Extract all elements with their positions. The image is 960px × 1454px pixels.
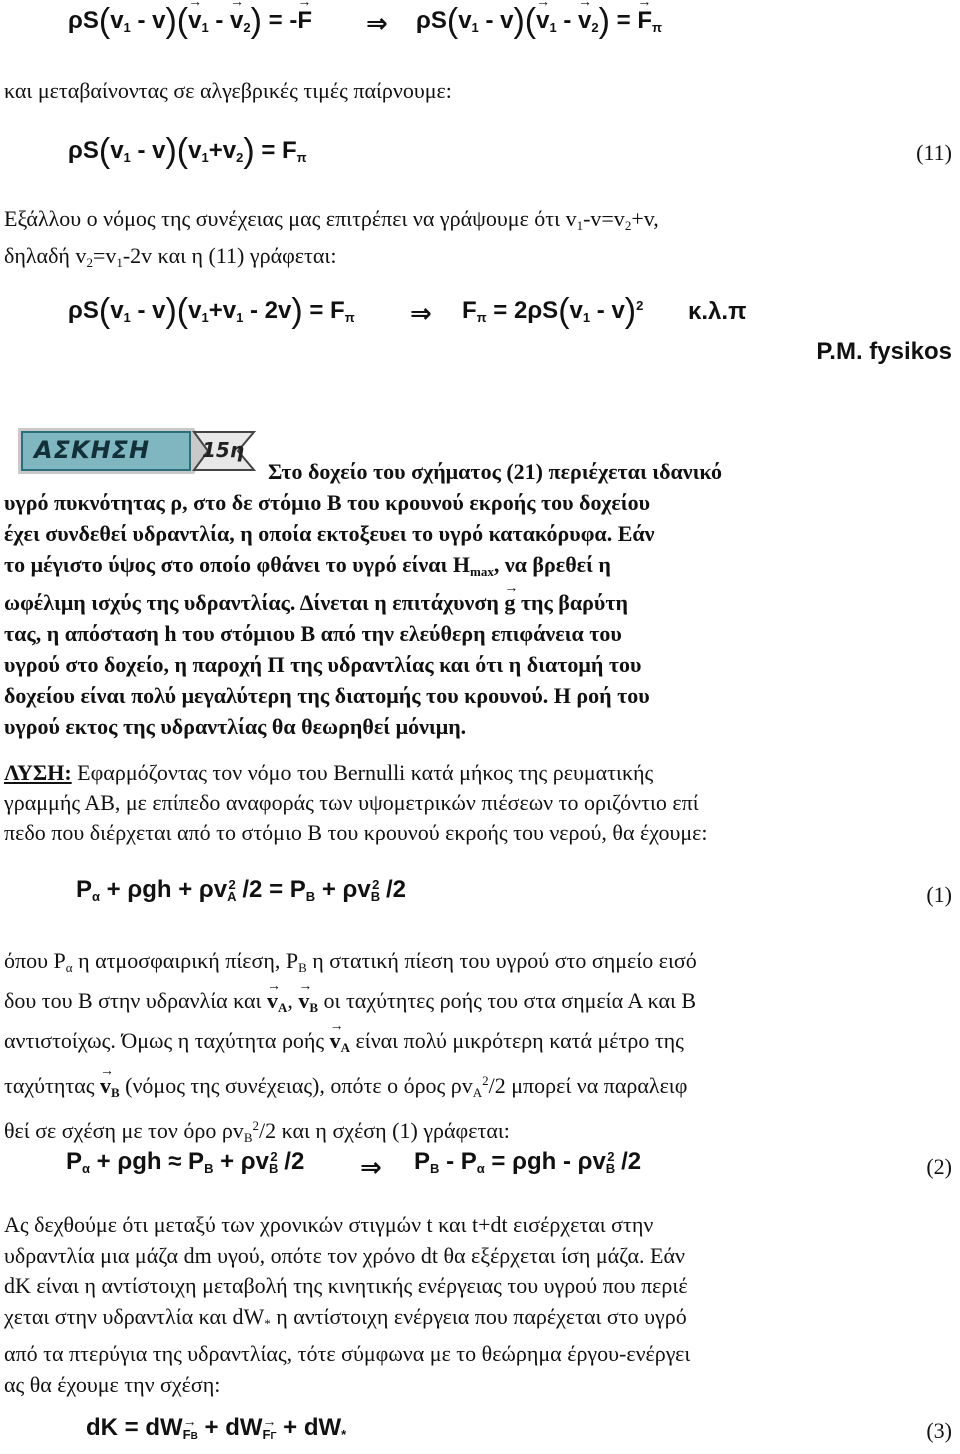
equation-number: (3)	[926, 1418, 952, 1443]
solution-label: ΛΥΣΗ:	[4, 760, 72, 785]
author-signature: P.M. fysikos	[816, 338, 952, 365]
text-algebraic: και μεταβαίνοντας σε αλγεβρικές τιμές παίρνουμε:	[4, 78, 452, 103]
exercise-badge-label: ΑΣΚΗΣΗ	[34, 436, 151, 464]
etc-label: κ.λ.π	[688, 298, 747, 325]
energy-text: Ας δεχθούμε ότι μεταξύ των χρονικών στιγμών t και t+dt εισέρχεται στην υδραντλία μια μάζα dm υγού, οπότε τον χρόνο dt θα εξέρχεται ίση μάζα. Εάν dK είναι η αντίστοιχη μεταβολή της κινητικής ενέργειας του υγρού που περιέ χεται στην υδραντλία και $dW_*$ η αντίστοιχη ενέργεια που παρέχεται στο υγρό από τα πτερύγια της υδραντλίας, τότε σύμφωνα με το θεώρημα έργου-ενέργει ας θα έχουμε την σχέση:	[4, 1212, 691, 1397]
exercise-badge-number: 15η	[202, 438, 245, 462]
exercise-text: Στο δοχείο του σχήματος (21) περιέχεται ιδανικό υγρό πυκνότητας ρ, στο δε στόμιο Β του κρουνού εκροής του δοχείου έχει συνδεθεί υδραντλία, η οποία εκτοξευει το υγρό κατακόρυφα. Εάν το μέγιστο ύψος στο οποίο φθάνει το υγρό είναι $H_{max}$, να βρεθεί η ωφέλιμη ισχύς της υδραντλίας. Δίνεται η επιτάχυνση → g της βαρύτη τας, η απόσταση h του στόμιου Β από την ελεύθερη επιφάνεια του υγρού στο δοχείο, η παροχή Π της υδραντλίας και ότι η διατομή του δοχείου είναι πολύ μεγαλύτερη της διατομής του κρουνού. Η ροή του υγρού εκτος της υδραντλίας θα θεωρηθεί μόνιμη.	[4, 456, 954, 742]
equation-number: (1)	[926, 882, 952, 907]
implies-arrow: ⇒	[410, 298, 432, 328]
equation-number: (2)	[926, 1154, 952, 1179]
implies-arrow: ⇒	[366, 8, 388, 38]
text-continuity: Εξάλλου ο νόμος της συνέχειας μας επιτρέπει να γράψουμε ότι $v_1-v=v_2+v$, δηλαδή $v_2=v_1-2v$ και η (11) γράφεται:	[4, 206, 659, 270]
solution-text: ΛΥΣΗ: Εφαρμόζοντας τον νόμο του Bernulli κατά μήκος της ρευματικής γραμμής ΑΒ, με επίπεδο αναφοράς των υψομετρικών πιέσεων το οριζόντιο επί πεδο που διέρχεται από το στόμιο Β του κρουνού εκροής του νερού, θα έχουμε:	[4, 760, 708, 845]
gravity-vector: → g	[504, 587, 515, 618]
implies-arrow: ⇒	[360, 1152, 382, 1182]
document-page: $\rho S(v_1 - v)(\to v_1$ - → $v_2$) = -→ F ⇒ $\rho S(v_1 - v)(\to v_1$ - → $v_2$) = → $F_\pi$ και μεταβαίνοντας σε αλγεβρικές τιμές παίρνουμε: $\rho S(v_1 - v)(v_1+v_2) = F_\pi$ (11) Εξάλλου ο νόμος της συνέχειας μας επιτρέπει να γράψουμε ότι $v_1-v=v_2+v$, δηλαδή $v_2=v_1-2v$ και η (11) γράφεται: $\rho S(v_1 - v)(v_1+v_1 - 2v) = F_\pi$ ⇒ $F_\pi = 2\rho S(v_1 - v)^2$ κ.λ.π P.M. fysikos ΑΣΚΗΣΗ 15η Στο δοχείο του σχήματος (21) περιέχεται ιδανικό υγρό πυκνότητας ρ, στο δε στόμιο Β του κρουνού εκροής του δοχείου έχει συνδεθεί υδραντλία, η οποία εκτοξευει το υγρό κατακόρυφα. Εάν το μέγιστο ύψος στο οποίο φθάνει το υγρό είναι $H_{max}$, να βρεθεί η ωφέλιμη ισχύς της υδραντλίας. Δίνεται η επιτάχυνση → g της βαρύτη τας, η απόσταση h του στόμιου Β από την ελεύθερη επιφάνεια του υγρού στο δοχείο, η παροχή Π της υδραντλίας και ότι η διατομή του δοχείου είναι πολύ μεγαλύτερη της διατομής του κρουνού. Η ροή του υγρού εκτος της υδραντλίας θα θεωρηθεί μόνιμη. ΛΥΣΗ: Εφαρμόζοντας τον νόμο του Bernulli κατά μήκος της ρευματικής γραμμής ΑΒ, με επίπεδο αναφοράς των υψομετρικών πιέσεων το οριζόντιο επί πεδο που διέρχεται από το στόμιο Β του κρουνού εκροής του νερού, θα έχουμε: $P_\alpha + \rho gh + \rho v_A^2$ $/2 = P_B + \rho v_B^2$ /2 (1) όπου $P_\alpha$ η ατμοσφαιρική πίεση, $P_B$ η στατική πίεση του υγρού στο σημείο εισό δου του Β στην υδρανλία $\kappa\alpha\iota \to v_A$, → $v_B$ οι ταχύτητες ροής του στα σημεία Α και Β αντιστοίχως. Όμως η ταχύτητα $\rho oή\varsigma \to v_A$ είναι πολύ μικρότερη κατά μέτρο της $\tau\alpha\chi ύ\tau\eta\tau\alpha\varsigma \to v_B$ (νόμος της συνέχειας), οπότε ο όρος $\rho v_A^2/2$ μπορεί να παραλειφ θεί σε σχέση με τον όρο $\rho v_B^2/2$ και η σχέση (1) γράφεται: $P_\alpha + \rho gh \approx P_B + \rho v_B^2$ /2 ⇒ $P_B - P_\alpha = \rho gh - \rho v_B^2$ /2 (2) Ας δεχθούμε ότι μεταξύ των χρονικών στιγμών t και t+dt εισέρχεται στην υδραντλία μια μάζα dm υγού, οπότε τον χρόνο dt θα εξέρχεται ίση μάζα. Εάν dK είναι η αντίστοιχη μεταβολή της κινητικής ενέργειας του υγρού που περιέ χεται στην υδραντλία και $dW_*$ η αντίστοιχη ενέργεια που παρέχεται στο υγρό από τα πτερύγια της υδραντλίας, τότε σύμφωνα με το θεώρημα έργου-ενέργει ας θα έχουμε την σχέση: dK = $dW\to _{FB} + dW\to _{F\Gamma} + dW_*$ (3)	[0, 0, 960, 1454]
equation-number: (11)	[916, 140, 952, 165]
explanation-text: όπου $P_\alpha$ η ατμοσφαιρική πίεση, $P_B$ η στατική πίεση του υγρού στο σημείο εισό δου του Β στην υδρανλία $\kappa\alpha\iota \to v_A$, → $v_B$ οι ταχύτητες ροής του στα σημεία Α και Β αντιστοίχως. Όμως η ταχύτητα $\rho oή\varsigma \to v_A$ είναι πολύ μικρότερη κατά μέτρο της $\tau\alpha\chi ύ\tau\eta\tau\alpha\varsigma \to v_B$ (νόμος της συνέχειας), οπότε ο όρος $\rho v_A^2/2$ μπορεί να παραλειφ θεί σε σχέση με τον όρο $\rho v_B^2/2$ και η σχέση (1) γράφεται:	[4, 944, 954, 1154]
